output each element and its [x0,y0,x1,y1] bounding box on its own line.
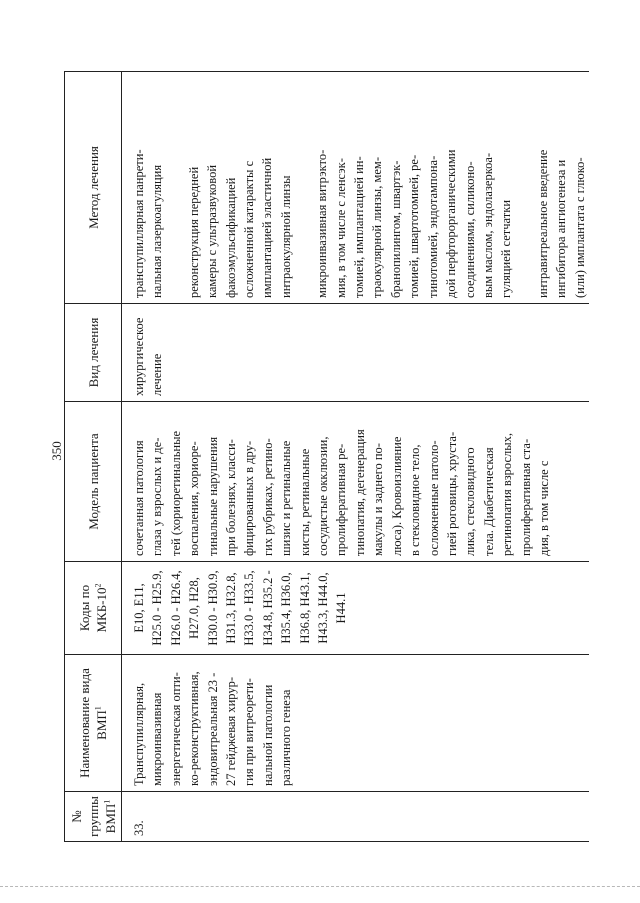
text-line [85,796,102,837]
header-treatment-method [65,72,122,304]
line-text: хирургическое [132,317,146,396]
text-line [76,659,93,787]
line-text: осложненные патоло- [426,440,441,556]
text-line [130,567,148,649]
line-text: H31.3, H32.8, [224,572,239,644]
line-text: тинопатия, дегенерация [352,429,367,556]
line-text: воспаления, хориоре- [187,441,202,556]
text-line [130,407,148,556]
line-text: энергетическая опти- [168,672,183,786]
header-vmp-name [65,655,122,792]
line-text: ретинопатия взрослых, [500,432,515,556]
footnote-marker: 1 [93,706,103,711]
footnote-marker: 1 [102,799,112,804]
line-text: люса). Кровоизлияние [389,436,404,556]
line-text: сосудистые окклюзии, [316,436,331,556]
text-line [102,796,119,837]
line-text: различного генеза [279,689,294,786]
line-text: гия при витреорети- [242,678,257,786]
text-line [185,407,203,556]
line-text: траокулярной линзы, мем- [370,157,385,298]
line-text: H33.0 - H33.5, [242,570,257,646]
line-text: тинальные нарушения [205,436,220,556]
text-line [93,659,110,787]
line-text: соединениями, силиконо- [462,161,477,298]
line-text: тинотомией, эндотампона- [425,155,440,298]
text-line [277,660,295,786]
line-text: сочетанная патология [132,440,146,556]
line-text: (или) имплантата с глюко- [572,157,587,298]
line-text: лечение [150,353,165,396]
text-line [259,567,277,649]
text-line [167,407,185,556]
line-text: кисты, ретинальные [297,448,312,556]
line-text: при болезнях, класси- [224,439,239,556]
line-text: H44.1 [334,592,349,624]
line-text: ингибитора ангиогенеза и [554,159,569,298]
line-text: реконструкция передней [186,166,201,298]
line-text: Модель пациента [85,433,101,530]
text-line [204,407,222,556]
line-text: бранопилингом, швартэк- [388,160,403,298]
text-line [167,660,185,786]
line-text: лика, стекловидного [463,447,478,556]
line-text: ВМП [102,803,118,834]
text-line [68,796,85,837]
text-line [351,407,369,556]
text-line [185,660,203,786]
line-text: пролиферативная ста- [518,438,533,556]
line-text: транспупиллярная панрети- [132,149,146,298]
line-text: МКБ-10 [94,587,109,633]
line-text: 27 гейджевая хирур- [224,676,239,786]
table-row [122,72,589,842]
text-line [204,660,222,786]
cell-patient-model [122,402,589,562]
text-line [222,660,240,786]
text-line [85,308,102,397]
line-text: имплантацией эластичной [260,157,275,298]
line-text: ко-реконструктивная, [187,671,202,786]
text-line [148,567,166,649]
text-line [222,407,240,556]
text-line [240,660,258,786]
text-line [222,567,240,649]
text-line [425,407,443,556]
table-header-row [65,72,122,842]
line-text: нальная лазеркоагуляция [150,164,165,298]
line-text: микроинвазивная [150,692,165,786]
line-text: макулы и заднего по- [371,443,386,556]
header-treatment-type [65,304,122,402]
text-line [332,407,350,556]
line-text: томией, швартотомией, ре- [407,154,422,298]
header-group-number [65,792,122,842]
line-text: Метод лечения [85,146,101,229]
text-line [314,567,332,649]
line-text: пролиферативная ре- [334,443,349,556]
text-line [167,567,185,649]
text-line [259,660,277,786]
footnote-marker: 2 [93,583,103,588]
text-line [259,407,277,556]
line-text: H36.8, H43.1, [297,572,312,644]
line-text: тей (хориоретинальные [168,430,183,556]
line-text: группы [85,796,101,837]
line-text: шизис и ретинальные [279,440,294,556]
line-text: H30.0 - H30.9, [205,570,220,646]
line-text: интравитреальное введение [535,149,550,298]
cell-treatment-methods [122,72,589,304]
line-text: эндовитреальная 23 - [205,672,220,786]
text-line [148,309,166,396]
line-text: тела. Диабетическая [481,447,496,556]
line-text: гуляцией сетчатки [499,199,514,298]
line-text: Вид лечения [85,317,101,388]
text-line [461,407,479,556]
text-line [85,76,102,299]
line-text: томией, имплантацией ин- [352,156,367,298]
line-text: микроинвазивная витрэкто- [315,149,330,298]
text-line [240,567,258,649]
line-text: Наименование вида [77,668,92,778]
text-line [296,407,314,556]
cell-group-number: 33. [122,792,589,842]
text-line [517,407,535,556]
line-text: № [68,810,84,823]
line-text: интраокулярной линзы [278,175,293,298]
text-line [130,660,148,786]
page-bottom-rule [0,886,640,887]
line-text: факоэмульсификацией [223,177,238,298]
line-text: дой перфторорганическими [444,149,459,298]
text-line [93,566,110,650]
text-line [332,567,350,649]
text-line [498,407,516,556]
line-text: дия, в том числе с [536,460,551,556]
line-text: фицированных в дру- [242,441,257,556]
treatment-method-item [185,77,295,298]
line-text: нальной патологии [260,684,275,786]
text-line [296,567,314,649]
cell-vmp-name [122,655,589,792]
line-text: E10, E11, [132,583,146,633]
text-line [204,567,222,649]
line-text: глаза у взрослых и де- [150,437,165,556]
vmp-table [64,71,589,842]
line-text: в стекловидное тело, [408,444,423,556]
text-line [185,567,203,649]
text-line [443,407,461,556]
line-text: H34.8, H35.2 - [260,570,275,646]
line-text: Транспупиллярная, [132,682,146,786]
treatment-method-item [313,77,515,298]
cell-treatment-type [122,304,589,402]
text-line [85,406,102,557]
line-text: H25.0 - H25.9, [150,570,165,646]
text-line [240,407,258,556]
line-text: камеры с ультразвуковой [205,164,220,298]
page-number: 350 [49,441,64,461]
line-text: гией роговицы, хруста- [444,431,459,556]
line-text: вым маслом, эндолазеркоа- [480,152,495,298]
text-line [148,407,166,556]
line-text: H27.0, H28, [187,577,202,639]
line-text: гих рубриках, ретино- [260,438,275,556]
rotated-table-container [64,72,587,842]
line-text: H26.0 - H26.4, [168,570,183,646]
text-line [369,407,387,556]
line-text: Коды по [77,584,92,632]
text-line [314,407,332,556]
cell-icd-codes [122,562,589,655]
text-line [76,566,93,650]
text-line [130,309,148,396]
text-line [277,407,295,556]
line-text: мия, в том числе с ленсэк- [333,158,348,298]
text-line [148,660,166,786]
text-line [480,407,498,556]
line-text: ВМП [94,710,109,740]
line-text: H43.3, H44.0, [316,572,331,644]
treatment-method-item [130,77,167,298]
text-line [406,407,424,556]
treatment-method-item [534,77,589,298]
text-line [388,407,406,556]
header-icd-codes [65,562,122,655]
line-text: осложненной катаракты с [242,160,257,298]
line-text: H35.4, H36.0, [279,572,294,644]
text-line [535,407,553,556]
text-line [277,567,295,649]
header-patient-model [65,402,122,562]
